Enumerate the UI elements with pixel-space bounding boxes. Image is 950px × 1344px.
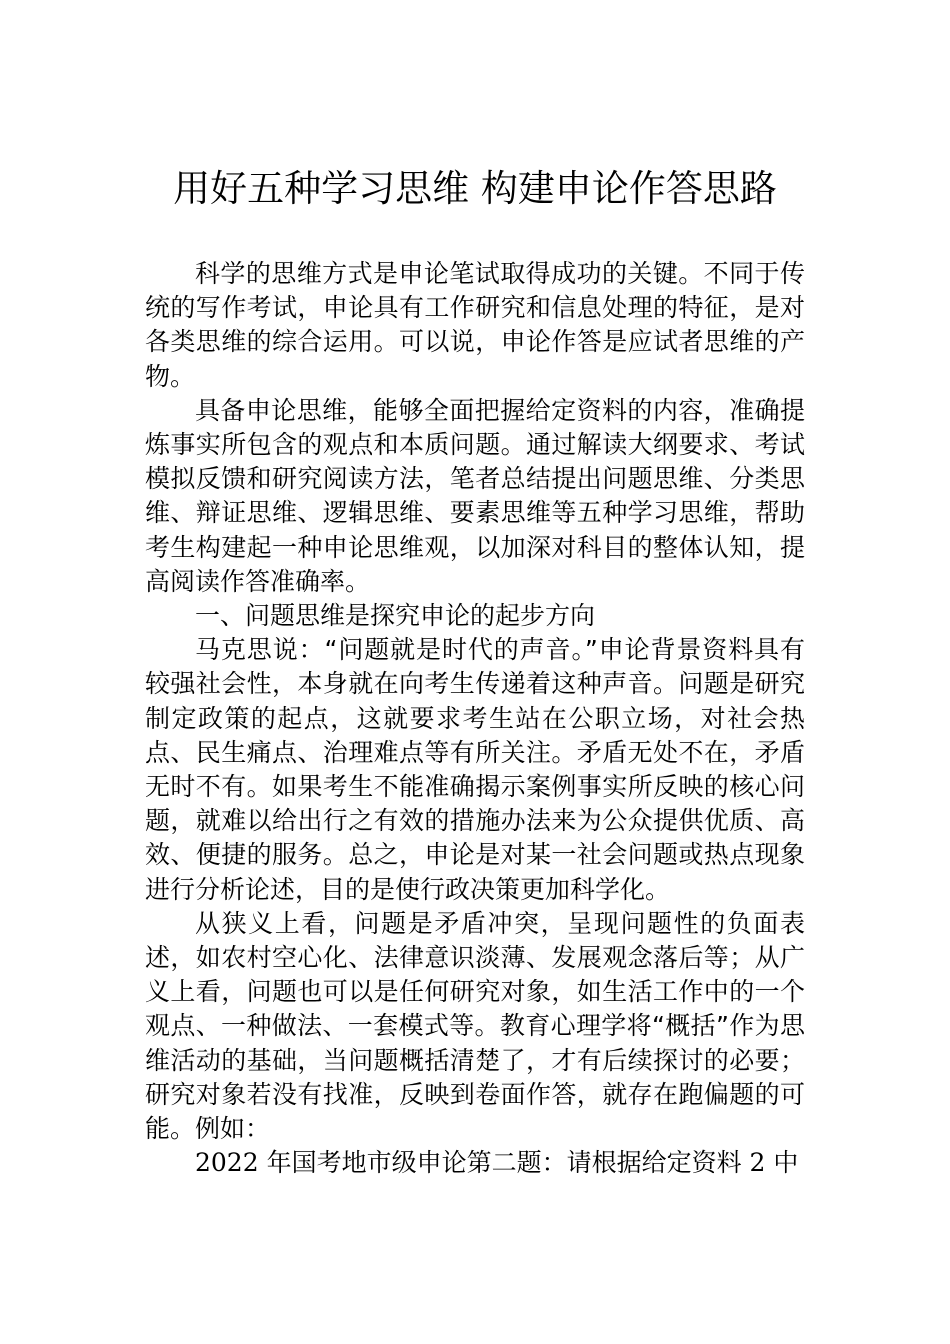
document-body [145,257,805,1180]
paragraph-overview: 具备申论思维，能够全面把握给定资料的内容，准确提炼事实所包含的观点和本质问题。通过解读大纲要求、考试模拟反馈和研究阅读方法，笔者总结提出问题思维、分类思维、辩证思维、逻辑思维、要素思维等五种学习思维，帮助考生构建起一种申论思维观，以加深对科目的整体认知，提高阅读作答准确率。 [145,395,805,596]
paragraph-exam-example: 2022 年国考地市级申论第二题：请根据给定资料 2 中 [195,1148,799,1178]
paragraph-problem-thinking: 马克思说：“问题就是时代的声音。”申论背景资料具有较强社会性，本身就在向考生传递着这种声音。问题是研究制定政策的起点，这就要求考生站在公职立场，对社会热点、民生痛点、治理难点等有所关注。矛盾无处不在，矛盾无时不有。如果考生不能准确揭示案例事实所反映的核心问题，就难以给出行之有效的措施办法来为公众提供优质、高效、便捷的服务。总之，申论是对某一社会问题或热点现象进行分析论述，目的是使行政决策更加科学化。 [145,635,805,904]
paragraph-intro: 科学的思维方式是申论笔试取得成功的关键。不同于传统的写作考试，申论具有工作研究和信息处理的特征，是对各类思维的综合运用。可以说，申论作答是应试者思维的产物。 [145,259,805,391]
section-heading-1: 一、问题思维是探究申论的起步方向 [195,601,596,631]
paragraph-narrow-broad: 从狭义上看，问题是矛盾冲突，呈现问题性的负面表述，如农村空心化、法律意识淡薄、发展观念落后等；从广义上看，问题也可以是任何研究对象，如生活工作中的一个观点、一种做法、一套模式等。教育心理学将“概括”作为思维活动的基础，当问题概括清楚了，才有后续探讨的必要；研究对象若没有找准，反映到卷面作答，就存在跑偏题的可能。例如： [145,908,805,1144]
document-title: 用好五种学习思维 构建申论作答思路 [173,167,777,210]
